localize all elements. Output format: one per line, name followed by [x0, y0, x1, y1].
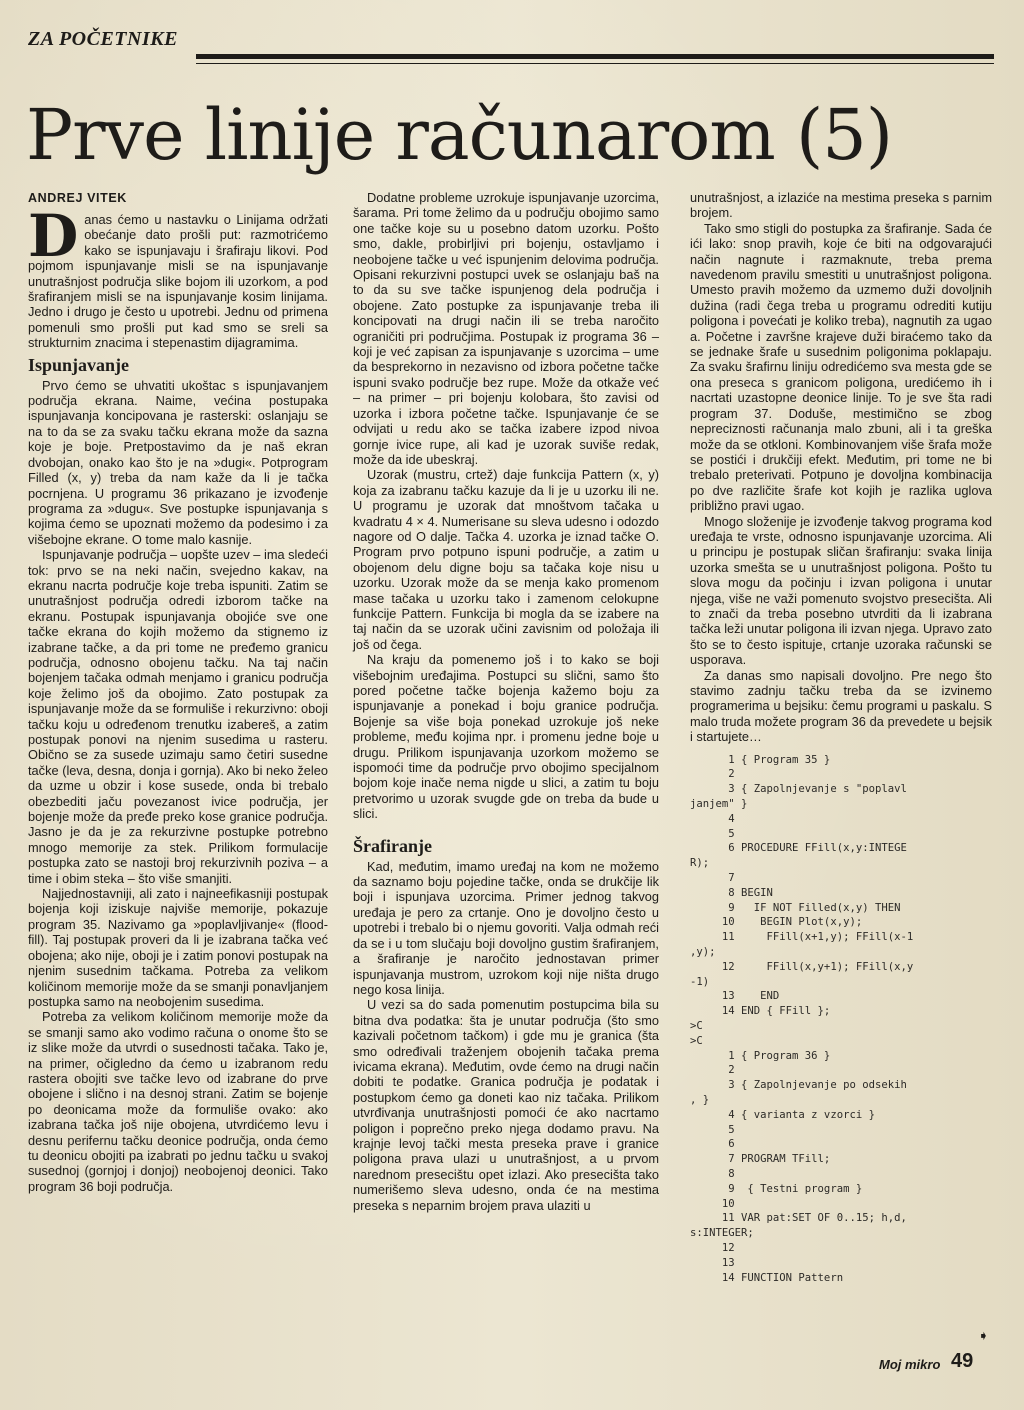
paragraph: Ispunjavanje područja – uopšte uzev – ima sledeći tok: prvo se na neki način, svejedno kakav, na ekranu nacrta područje koje treba ispuniti. Zatim se unutrašnjost područja odredi izborom tačke na ekranu. Postupak ispunjavanja obojiće sve one tačke ekrana do kojih možemo da stignemo iz izabrane tačke, a da pri tome ne pređemo granicu područja, odnosno obojenu tačku. Na taj način bojenjem tačaka odmah menjamo i granicu područja koje želimo još da obojimo. Zato postupak za ispunjavanje može da se formuliše i rekurzivno: oboji tačku koju u određenom trenutku izabereš, a zatim postupak ponovi na njenim susedima u rasteru. Obično se za susede uzimaju samo četiri susedne tačke (leva, desna, donja i gornja). Ako bi neko želeo da uzme u obzir i kose susede, onda bi trebalo obezbediti jaču povezanost ivice područja, jer bojenje može da pređe preko kose granice područja. Jasno je da je za rekurzivne postupke potrebno mnogo memorije za stek. Prilikom formulacije postupka zato se nastoji broj rekurzivnih poziva – a time i obim steka – što više smanjiti. — [28, 547, 328, 886]
paragraph: Na kraju da pomenemo još i to kako se boji višebojnim uređajima. Postupci su slični, samo što pored početne tačke bojenja kažemo boju za ispunjavanje a ponekad i boju granice područja. Bojenje sa više boja ponekad uzrokuje još neke probleme, među kojima npr. i promenu jedne boje u drugu. Prilikom ispunjavanja uzorkom možemo se ispomoći time da područje prvo obojimo specijalnom bojom koje inače nema nigde u slici, a zatim tu boju pretvorimo u uzorak svugde gde on treba da bude u slici. — [353, 652, 659, 822]
author-byline: ANDREJ VITEK — [28, 191, 127, 205]
article-title: Prve linije računarom (5) — [26, 94, 893, 176]
drop-cap: D — [28, 202, 79, 270]
paragraph: Potreba za velikom količinom memorije može da se smanji samo ako vodimo računa o onome što se iz slike može da utvrdi o susednosti tačaka. Tako je, na primer, očigledno da ćemo u izabranom redu rastera obojiti sve tačke levo od izabrane do prve obojene i slično i na desnoj strani. Zatim se bojenje po deonicama može da formuliše ovako: ako izabrana tačka još nije obojena, utvrdićemo levu i desnu perifernu tačku deonice područja, onda ćemo tu deonicu obojiti pa izabrati po jednu tačku u svakoj susednoj (gornjoj i donjoj) neobojenoj deonici. Tako program 36 boji područja. — [28, 1009, 328, 1194]
text-column-1 — [28, 202, 328, 1194]
code-listing: 1 { Program 35 } 2 3 { Zapolnjevanje s "poplavl janjem" } 4 5 6 PROCEDURE FFill(x,y:INTEGE R); 7 8 BEGIN 9 IF NOT Filled(x,y) THEN 10 BEGIN Plot(x,y); 11 FFill(x+1,y); FFill(x-1 ,y); 12 FFill(x,y+1); FFill(x,y -1) 13 END 14 END { FFill }; >C >C 1 { Program 36 } 2 3 { Zapolnjevanje po odsekih , } 4 { varianta z vzorci } 5 6 7 PROGRAM TFill; 8 9 { Testni program } 10 11 VAR pat:SET OF 0..15; h,d, s:INTEGER; 12 13 14 FUNCTION Pattern — [690, 753, 914, 1284]
paragraph: U vezi sa do sada pomenutim postupcima bila su bitna dva podatka: šta je unutar područja (što smo kazivali početnom tačkom) i gde mu je granica (šta smo određivali traženjem obojenih tačaka prema ivicama ekrana). Međutim, ovde ćemo na drugi način dobiti te podatke. Granica područja je podatak i postupkom ćemo ga doneti kao niz tačaka. Prilikom utvrđivanja unutrašnjosti pomoći će ako nacrtamo poligon i poprečno preko njega dodamo pravu. Na krajnje levoj tački mesta preseka prave i granice poligona prava ulazi u unutrašnjost, a u prvom narednom presecištu opet izlazi. Ako presecišta tako numerišemo sleva udesno, onda će na mestima preseka s neparnim brojem prava ulaziti u — [353, 997, 659, 1213]
paragraph: Uzorak (mustru, crtež) daje funkcija Pattern (x, y) koja za izabranu tačku kazuje da li je u uzorku ili ne. U programu je uzorak dat mnoštvom tačaka u kvadratu 4 × 4. Numerisane su sleva udesno i odozdo nagore od O dalje. Tačka 4. uzorka je iznad tačke O. Program prvo potpuno ispuni područje, a zatim u obojenom delu digne boju sa tačaka koje nisu u uzorku. Uzorak može da se menja kako promenom mase tačaka u uzorku tako i zamenom celokupne funkcije Pattern. Funkcija bi mogla da se izabere na taj način da se uzorak učini zavisnim od položaja ili još od čega. — [353, 467, 659, 652]
section-tag: ZA POČETNIKE — [28, 28, 178, 50]
intro-text: anas ćemo u nastavku o Linijama održati obećanje dato prošli put: razmotrićemo kako se ispunjavaju i šrafiraju likovi. Pod pojmom ispunjavanje misli se na ispunjavanje unutrašnjost područja slike bojom ili uzorkom, a pod šrafiranjem misli se na ispunjavanje kosim linijama. Jedno i drugo je često u upotrebi. Jednu od primena pomenuli smo prošli put kad smo se sreli sa strukturnim znacima i stepenastim dijagramima. — [28, 212, 328, 351]
section-rule — [196, 54, 994, 59]
paragraph: unutrašnjost, a izlaziće na mestima preseka s parnim brojem. — [690, 190, 992, 221]
continue-arrow-icon: ➧ — [978, 1328, 989, 1343]
paragraph: Mnogo složenije je izvođenje takvog programa kod uređaja te vrste, odnosno ispunjavanje uzorcima. Ali u principu je postupak sličan šrafiranju: svaka linija uzorka smešta se u unutrašnjost poligona. Pošto tu slova mogu da počinju i izvan poligona i unutar njega, više ne važi pomenuto svojstvo presecišta. Ali to znači da treba posebno utvrditi da li izabrana tačka leži unutar poligona ili izvan njega. Upravo zato što se to često ispituje, crtanje uzoraka računski se usporava. — [690, 513, 992, 668]
paragraph: Tako smo stigli do postupka za šrafiranje. Sada će ići lako: snop pravih, koje će biti na odgovarajući način nagnute i razmaknute, treba prema navedenom pravilu smestiti u unutrašnjost poligona. Umesto pravih možemo da uzmemo duži dovoljnih dužina (radi čega treba u programu odrediti kutiju poligona i povećati je koliko treba), nagnutih za ugao a. Početne i završne krajeve duži biraćemo tako da se jednake šrafe u susednim poligonima poklapaju. Za svaku šrafirnu liniju odredićemo sva mesta gde se ona preseca s granicom poligona, uredićemo ih i nacrtati uzastopne deonice linije. To je sve šta radi program 37. Doduše, mestimično se zbog nepreciznosti računanja malo zbuni, ali i ta greška može da se otkloni. Kombinovanjem više šrafa može se postići i drukčiji efekt. Međutim, pri tome ne bi trebalo preterivati. Potpuno je dovoljna kombinacija po dve različite šrafe kot kojih je razlika uglova približno pravi ugao. — [690, 220, 992, 514]
text-column-2 — [353, 190, 659, 1213]
text-column-3 — [690, 190, 992, 1285]
paragraph: Dodatne probleme uzrokuje ispunjavanje uzorcima, šarama. Pri tome želimo da u području obojimo samo one tačke koje su u posebno datom uzorku. Pošto smo, dakle, probirljivi pri bojenju, ostavljamo i neobojene tačke u već ispunjenim delovima područja. Opisani rekurzivni postupci uvek se oslanjaju baš na to da su sve tačke ispunjenog dela područja i obojene. Zato postupke za ispunjavanje treba ili koncipovati na drugi način ili se treba naročito ograničiti pri područjima. Postupak iz programa 36 – koji je već zapisan za ispunjavanje s uzorcima – ume da besprekorno in nezavisno od izbora početne tačke ispuni svako područje bez rupe. Može da otkaže već – na primer – pri bojenju kolobara, što zavisi od uzorka i izbora početne tačke. Ispunjavanje će se odvijati u redu ako se tačka izabere izpod nivoa gornje ivice rupe, ali kad je uzorak suviše redak, može da ide ubeskraj. — [353, 190, 659, 467]
section-rule-thin — [196, 63, 994, 64]
paragraph: Za danas smo napisali dovoljno. Pre nego što stavimo zadnju tačku treba da se izvinemo programerima u bejsiku: čemu programi u paskalu. S malo truda možete program 36 da prevedete u bejsik i startujete… — [690, 667, 992, 745]
page-number: 49 — [951, 1350, 974, 1372]
paragraph: Najjednostavniji, ali zato i najneefikasniji postupak bojenja koji iziskuje najviše memorije, pokazuje program 35. Nazivamo ga »poplavljivanje« (flood-fill). Taj postupak proveri da li je izabrana tačka već obojena; ako nije, oboji je i zatim ponovi postupak na njenim susednim tačkama. Potreba za velikom količinom memorije može da se smanji ponavljanjem postupka samo na neobojenim susedima. — [28, 886, 328, 1009]
paragraph: Kad, međutim, imamo uređaj na kom ne možemo da saznamo boju pojedine tačke, onda se drukčije lik boji i ispunjava uzorcima. Primer jednog takvog uređaja je pero za crtanje. Ono je dovoljno često u upotrebi i trebalo bi o njemu govoriti. Valja odmah reći da se i u tom slučaju boji dovoljno gustim šrafiranjem, a šrafiranje je naročito jednostavan primer ispunjavanja mustrom, uzrokom koji nije ništa drugo nego kosa linija. — [353, 858, 659, 997]
subheading-srafiranje: Šrafiranje — [353, 835, 432, 856]
subheading-ispunjavanje: Ispunjavanje — [28, 354, 130, 375]
paragraph: Prvo ćemo se uhvatiti ukoštac s ispunjavanjem područja ekrana. Naime, većina postupaka ispunjavanja koncipovana je rasterski: oslanjaju se na to da se za svaku tačku ekrana može da sazna koje je boje. Pretpostavimo da je naš ekran dvobojan, onako kao što je na »dugi«. Potprogram Filled (x, y) treba da nam kaže da li je tačka pocrnjena. U programu 36 prikazano je izvođenje programa za »dugu«. Sve postupke ispunjavanja s kojima ćemo se upoznati možemo da podesimo i za višebojne ekrane. O tome malo kasnije. — [28, 377, 328, 547]
magazine-name: Moj mikro — [879, 1357, 941, 1372]
intro-paragraph — [28, 202, 328, 351]
